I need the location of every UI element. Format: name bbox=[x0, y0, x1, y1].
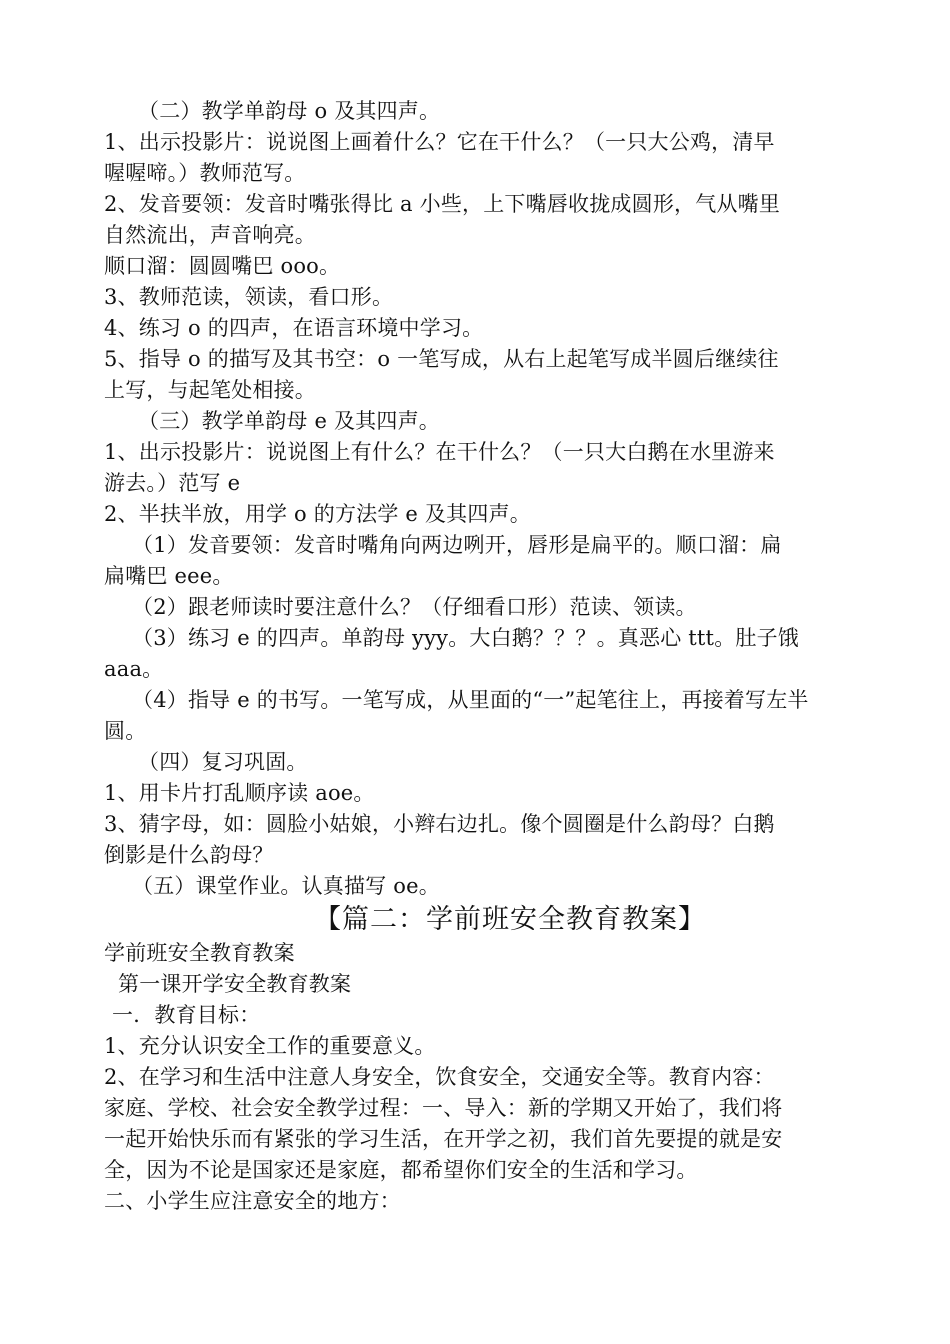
text-line: （三）教学单韵母 e 及其四声。 bbox=[138, 409, 440, 433]
text-line: 4、练习 o 的四声，在语言环境中学习。 bbox=[104, 316, 484, 340]
text-line: 全，因为不论是国家还是家庭，都希望你们安全的生活和学习。 bbox=[104, 1158, 698, 1182]
text-line: （2）跟老师读时要注意什么？（仔细看口形）范读、领读。 bbox=[132, 595, 697, 619]
text-line: 自然流出，声音响亮。 bbox=[104, 223, 316, 247]
text-line: 上写，与起笔处相接。 bbox=[104, 378, 316, 402]
lesson-text-part1 bbox=[104, 96, 856, 902]
text-line: 一．教育目标： bbox=[112, 1003, 261, 1027]
text-line: （四）复习巩固。 bbox=[138, 750, 308, 774]
text-line: 游去。）范写 e bbox=[104, 471, 241, 495]
text-line: 2、发音要领：发音时嘴张得比 a 小些，上下嘴唇收拢成圆形，气从嘴里 bbox=[104, 192, 781, 216]
text-line: 扁嘴巴 eee。 bbox=[104, 564, 234, 588]
text-line: 顺口溜：圆圆嘴巴 ooo。 bbox=[104, 254, 341, 278]
lesson-text-part2 bbox=[104, 938, 856, 1217]
text-line: 喔喔啼。）教师范写。 bbox=[104, 161, 306, 185]
text-line: （1）发音要领：发音时嘴角向两边咧开，唇形是扁平的。顺口溜：扁 bbox=[132, 533, 782, 557]
text-line: 3、猜字母，如：圆脸小姑娘，小辫右边扎。像个圆圈是什么韵母？白鹅 bbox=[104, 812, 775, 836]
text-line: （4）指导 e 的书写。一笔写成，从里面的“一”起笔往上，再接着写左半 bbox=[132, 688, 809, 712]
text-line: 第一课开学安全教育教案 bbox=[118, 972, 352, 996]
text-line: （二）教学单韵母 o 及其四声。 bbox=[138, 99, 441, 123]
text-line: （五）课堂作业。认真描写 oe。 bbox=[132, 874, 440, 898]
text-line: 1、出示投影片：说说图上有什么？在干什么？（一只大白鹅在水里游来 bbox=[104, 440, 775, 464]
text-line: 2、半扶半放，用学 o 的方法学 e 及其四声。 bbox=[104, 502, 531, 526]
text-line: 二、小学生应注意安全的地方： bbox=[104, 1189, 401, 1213]
text-line: 倒影是什么韵母？ bbox=[104, 843, 274, 867]
text-line: 1、用卡片打乱顺序读 aoe。 bbox=[104, 781, 375, 805]
text-line: 1、出示投影片：说说图上画着什么？它在干什么？（一只大公鸡，清早 bbox=[104, 130, 775, 154]
text-line: aaa。 bbox=[104, 657, 164, 681]
text-line: 2、在学习和生活中注意人身安全，饮食安全，交通安全等。教育内容： bbox=[104, 1065, 775, 1089]
text-line: 1、充分认识安全工作的重要意义。 bbox=[104, 1034, 436, 1058]
text-line: 5、指导 o 的描写及其书空：o 一笔写成，从右上起笔写成半圆后继续往 bbox=[104, 347, 779, 371]
text-line: 圆。 bbox=[104, 719, 147, 743]
text-line: 一起开始快乐而有紧张的学习生活，在开学之初，我们首先要提的就是安 bbox=[104, 1127, 783, 1151]
section-title: 【篇二：学前班安全教育教案】 bbox=[314, 904, 706, 935]
text-line: 学前班安全教育教案 bbox=[104, 941, 295, 965]
text-line: （3）练习 e 的四声。单韵母 yyy。大白鹅？？？。真恶心 ttt。肚子饿 bbox=[132, 626, 799, 650]
text-line: 3、教师范读，领读，看口形。 bbox=[104, 285, 394, 309]
text-line: 家庭、学校、社会安全教学过程：一、导入：新的学期又开始了，我们将 bbox=[104, 1096, 783, 1120]
document-page bbox=[104, 96, 856, 1217]
